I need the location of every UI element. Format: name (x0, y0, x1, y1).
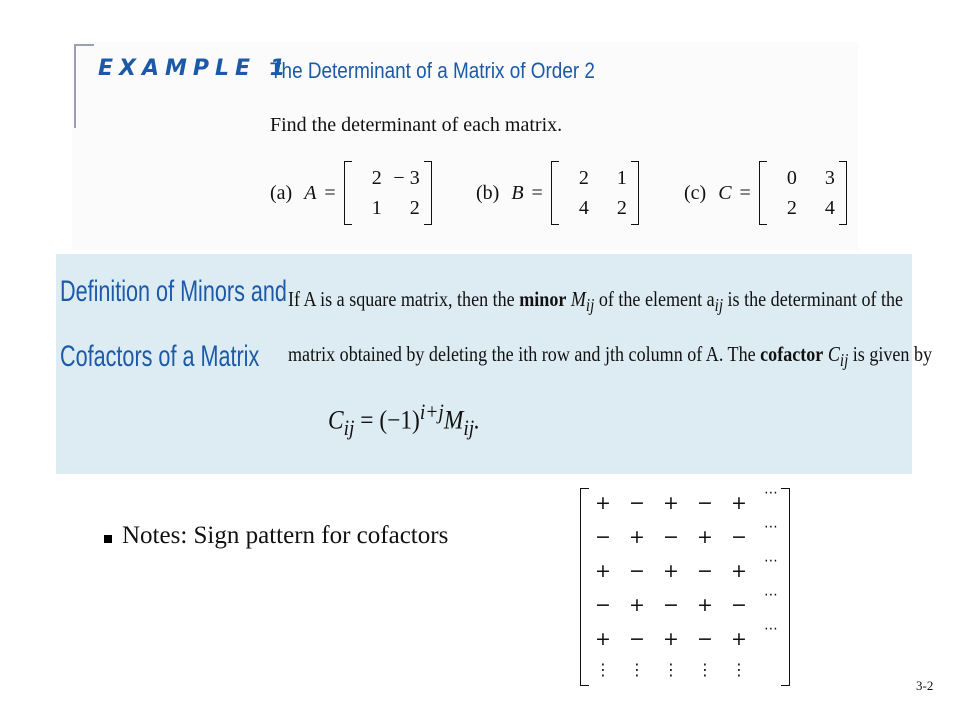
sign-cell: ⋯ (764, 621, 778, 637)
term-cofactor: cofactor (760, 342, 824, 366)
matrix-variable: B (511, 181, 524, 204)
definition-text-line1 (288, 287, 903, 316)
formula-exponent: i+j (419, 400, 444, 424)
sign-cell: + (595, 560, 611, 582)
formula-m: M (443, 405, 464, 435)
sign-cell: ⋮ (595, 660, 611, 679)
matrix-cell: 1 (371, 197, 382, 219)
subscript: ij (714, 295, 724, 316)
matrix-variable: A (304, 181, 317, 204)
sign-cell: + (663, 628, 679, 650)
sign-cell: + (697, 594, 713, 616)
matrix-cell: 4 (824, 197, 835, 219)
sign-cell: + (629, 594, 645, 616)
sign-cell: + (663, 560, 679, 582)
sign-cell: − (629, 560, 645, 582)
text-fragment: is given by (848, 342, 933, 366)
sign-cell: + (595, 492, 611, 514)
sign-cell: − (629, 492, 645, 514)
matrix-variable: C (718, 181, 732, 204)
term-minor: minor (519, 287, 567, 311)
formula-m-sub: ij (463, 415, 475, 440)
subscript: ij (585, 295, 595, 316)
sign-cell: ⋯ (764, 485, 778, 501)
definition-heading-line1: Definition of Minors and (60, 275, 287, 308)
sign-cell: ⋯ (764, 587, 778, 603)
text-fragment: of the element a (594, 287, 715, 311)
sign-cell: − (697, 628, 713, 650)
equals-sign: = (324, 181, 336, 204)
example-instruction: Find the determinant of each matrix. (270, 114, 563, 136)
sign-cell: + (697, 526, 713, 548)
matrix-cell: 4 (578, 197, 589, 219)
sign-cell: ⋮ (629, 660, 645, 679)
sign-row (586, 553, 786, 582)
sign-row (586, 621, 786, 650)
equals-sign: = (531, 181, 543, 204)
part-c (684, 160, 847, 226)
sign-cell: + (731, 560, 747, 582)
sign-cell: ⋯ (764, 519, 778, 535)
matrix-b (551, 161, 639, 225)
matrix-cell: − 3 (393, 167, 420, 189)
part-a (270, 160, 432, 226)
matrix-cell: 1 (616, 167, 627, 189)
sign-cell: − (663, 594, 679, 616)
matrix-cell: 0 (786, 167, 797, 189)
sign-cell: ⋮ (663, 660, 679, 679)
notes-text: Notes: Sign pattern for cofactors (122, 522, 449, 549)
sign-row (586, 519, 786, 548)
sign-cell: − (595, 526, 611, 548)
sign-cell: + (629, 526, 645, 548)
part-label: (a) (270, 181, 293, 204)
formula-c: C (328, 405, 344, 435)
sign-row (586, 587, 786, 616)
matrix-cell: 2 (409, 197, 420, 219)
sign-cell: − (731, 594, 747, 616)
formula-c-sub: ij (343, 415, 355, 440)
matrix-cell: 3 (824, 167, 835, 189)
sign-cell: − (595, 594, 611, 616)
example-bracket-decoration (74, 44, 94, 128)
sign-row (586, 660, 786, 679)
matrix-cell: 2 (616, 197, 627, 219)
part-b (476, 160, 639, 226)
sign-cell (756, 653, 786, 672)
formula-end: . (474, 405, 481, 435)
definition-heading-line2: Cofactors of a Matrix (60, 340, 260, 373)
example-label: EXAMPLE 1 (98, 56, 292, 81)
part-label: (b) (476, 181, 500, 204)
matrix-cell: 2 (786, 197, 797, 219)
sign-cell: − (731, 526, 747, 548)
matrix-c (759, 161, 847, 225)
definition-text-line2 (288, 342, 932, 371)
sign-cell: − (663, 526, 679, 548)
sign-cell: ⋮ (697, 660, 713, 679)
sign-pattern-matrix (580, 485, 790, 686)
cofactor-formula (328, 400, 480, 441)
text-fragment: M (566, 287, 586, 311)
text-fragment: is the determinant of the (723, 287, 904, 311)
matrix-a (344, 161, 432, 225)
matrix-cell: 2 (578, 167, 589, 189)
equals-sign: = (739, 181, 751, 204)
sign-cell: + (595, 628, 611, 650)
text-fragment: If A is a square matrix, then the (288, 287, 520, 311)
sign-cell: − (697, 560, 713, 582)
sign-row (586, 485, 786, 514)
sign-cell: − (629, 628, 645, 650)
sign-cell: ⋮ (731, 660, 747, 679)
page-number: 3-2 (916, 678, 934, 693)
text-fragment: matrix obtained by deleting the ith row and jth column of A. The (288, 342, 761, 366)
sign-cell: + (663, 492, 679, 514)
formula-mid: = (−1) (354, 405, 420, 435)
example-title: The Determinant of a Matrix of Order 2 (270, 58, 595, 83)
sign-cell: ⋯ (764, 553, 778, 569)
sign-cell: + (731, 628, 747, 650)
sign-cell: + (731, 492, 747, 514)
sign-cell: − (697, 492, 713, 514)
bullet-icon (104, 535, 112, 543)
text-fragment: C (823, 342, 840, 366)
matrix-cell: 2 (371, 167, 382, 189)
part-label: (c) (684, 181, 707, 204)
subscript: ij (839, 350, 849, 371)
